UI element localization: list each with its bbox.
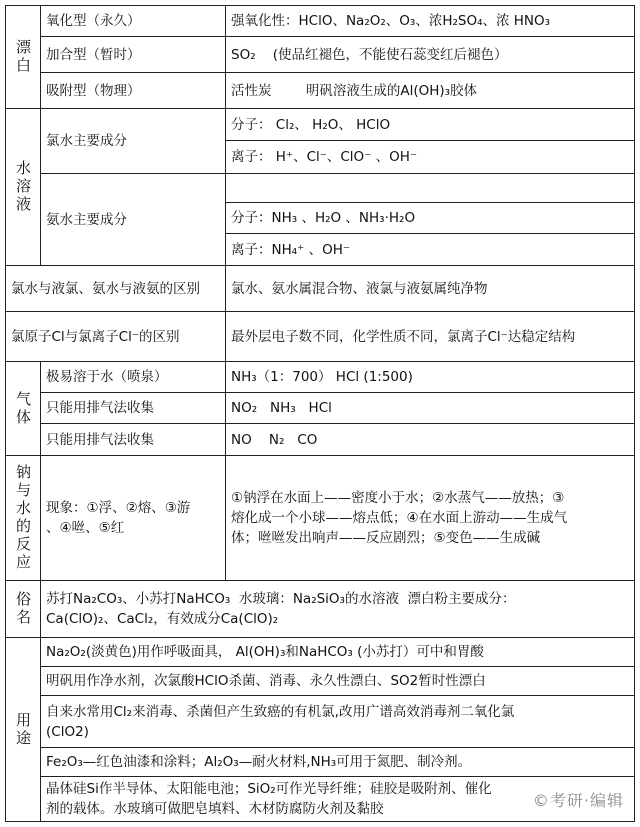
section-label bbox=[5, 361, 41, 456]
table-cell bbox=[225, 173, 635, 203]
table-cell bbox=[225, 36, 635, 73]
cell-text: 现象：①浮、②熔、③游 、④咝、⑤红 bbox=[46, 500, 191, 536]
cell-text: 晶体硅Si作半导体、太阳能电池；SiO₂可作光导纤维；硅胶是吸附剂、催化 剂的载体。水玻璃可做肥皂填料、木材防腐防火剂及黏胶 bbox=[46, 781, 492, 817]
table-cell bbox=[5, 311, 226, 362]
cell-text: 加合型（暂时） bbox=[46, 46, 141, 63]
cell-text: 氯水与液氯、氨水与液氨的区别 bbox=[11, 280, 200, 297]
table-cell bbox=[40, 72, 226, 109]
table-cell bbox=[225, 361, 635, 393]
cell-text: Fe₂O₃—红色油漆和涂料；Al₂O₃—耐火材料,NH₃可用于氮肥、制冷剂。 bbox=[46, 754, 472, 770]
table-cell bbox=[225, 311, 635, 362]
section-label bbox=[5, 580, 41, 638]
table-cell bbox=[225, 202, 635, 234]
cell-text: 活性炭 明矾溶液生成的Al(OH)₃胶体 bbox=[231, 82, 478, 99]
cell-text: 只能用排气法收集 bbox=[46, 400, 154, 416]
cell-text: 离子：NH₄⁺ 、OH⁻ bbox=[231, 241, 350, 258]
cell-text: ①钠浮在水面上——密度小于水；②水蒸气——放热；③ 熔化成一个小球——熔点低；④在水面上游动——生成气 体；咝咝发出响声——反应剧烈；⑤变色——生成碱 bbox=[231, 490, 568, 546]
table-cell bbox=[5, 265, 226, 312]
table-cell bbox=[40, 173, 226, 266]
section-label bbox=[5, 637, 41, 822]
cell-text: 分子： Cl₂、 H₂O、 HClO bbox=[231, 116, 391, 133]
cell-text: 水溶液 bbox=[14, 160, 32, 214]
section-label bbox=[5, 108, 41, 266]
cell-text: 俗名 bbox=[14, 591, 32, 627]
table-cell bbox=[40, 36, 226, 73]
section-label bbox=[5, 5, 41, 109]
table-cell bbox=[225, 72, 635, 109]
table-cell bbox=[225, 455, 635, 581]
table-cell bbox=[40, 580, 635, 638]
cell-text: 钠与水的反应 bbox=[14, 464, 32, 572]
table-cell bbox=[225, 233, 635, 266]
chemistry-summary-table bbox=[5, 5, 635, 822]
table-cell bbox=[40, 361, 226, 393]
table-cell bbox=[40, 5, 226, 37]
cell-text: 自来水常用Cl₂来消毒、杀菌但产生致癌的有机氯,改用广谱高效消毒剂二氧化氯 (ClO2) bbox=[46, 703, 515, 740]
cell-text: 漂白 bbox=[14, 39, 32, 75]
table-cell bbox=[225, 5, 635, 37]
cell-text: 氯水、氨水属混合物、液氯与液氨属纯净物 bbox=[231, 280, 488, 297]
cell-text: NO₂ NH₃ HCl bbox=[231, 400, 332, 416]
table-cell bbox=[40, 695, 635, 748]
section-label bbox=[5, 455, 41, 581]
table-cell bbox=[40, 637, 635, 667]
cell-text: 强氧化性：HClO、Na₂O₂、O₃、浓H₂SO₄、浓 HNO₃ bbox=[231, 13, 551, 29]
table-cell bbox=[40, 423, 226, 456]
cell-text: 明矾用作净水剂，次氯酸HClO杀菌、消毒、永久性漂白、SO2暂时性漂白 bbox=[46, 673, 486, 689]
cell-text: SO₂ (使品红褪色，不能使石蕊变红后褪色） bbox=[231, 46, 508, 63]
cell-text: NO N₂ CO bbox=[231, 431, 318, 448]
table-cell bbox=[225, 423, 635, 456]
table-cell bbox=[225, 140, 635, 174]
table-cell bbox=[225, 392, 635, 424]
table-cell bbox=[225, 265, 635, 312]
cell-text: 最外层电子数不同，化学性质不同，氯离子Cl⁻达稳定结构 bbox=[231, 328, 576, 345]
table-cell bbox=[225, 108, 635, 141]
table-cell bbox=[40, 776, 635, 822]
cell-text: 离子： H⁺、Cl⁻、ClO⁻ 、OH⁻ bbox=[231, 149, 417, 165]
cell-text: 苏打Na₂CO₃、小苏打NaHCO₃ 水玻璃：Na₂SiO₃的水溶液 漂白粉主要成分： Ca(ClO)₂、CaCl₂，有效成分Ca(ClO)₂ bbox=[46, 591, 516, 627]
cell-text: 用途 bbox=[14, 711, 32, 748]
table-cell bbox=[40, 666, 635, 696]
cell-text: 氯水主要成分 bbox=[46, 133, 127, 149]
table-cell bbox=[40, 108, 226, 174]
table-cell bbox=[40, 455, 226, 581]
cell-text: NH₃（1：700） HCl (1:500) bbox=[231, 369, 413, 385]
table-cell bbox=[40, 747, 635, 777]
cell-text: 氨水主要成分 bbox=[46, 211, 127, 228]
cell-text: 氯原子Cl与氯离子Cl⁻的区别 bbox=[11, 328, 180, 345]
cell-text: 气体 bbox=[14, 390, 32, 427]
cell-text: Na₂O₂(淡黄色)用作呼吸面具， Al(OH)₃和NaHCO₃ (小苏打）可中和胃酸 bbox=[46, 644, 484, 660]
cell-text: 只能用排气法收集 bbox=[46, 431, 154, 448]
watermark: ©考研·编辑 bbox=[532, 791, 624, 810]
cell-text: 吸附型（物理） bbox=[46, 82, 141, 99]
cell-text: 极易溶于水（喷泉） bbox=[46, 369, 168, 385]
cell-text: 分子：NH₃ 、H₂O 、NH₃·H₂O bbox=[231, 210, 416, 226]
cell-text: 氧化型（永久） bbox=[46, 13, 141, 29]
table-cell bbox=[40, 392, 226, 424]
